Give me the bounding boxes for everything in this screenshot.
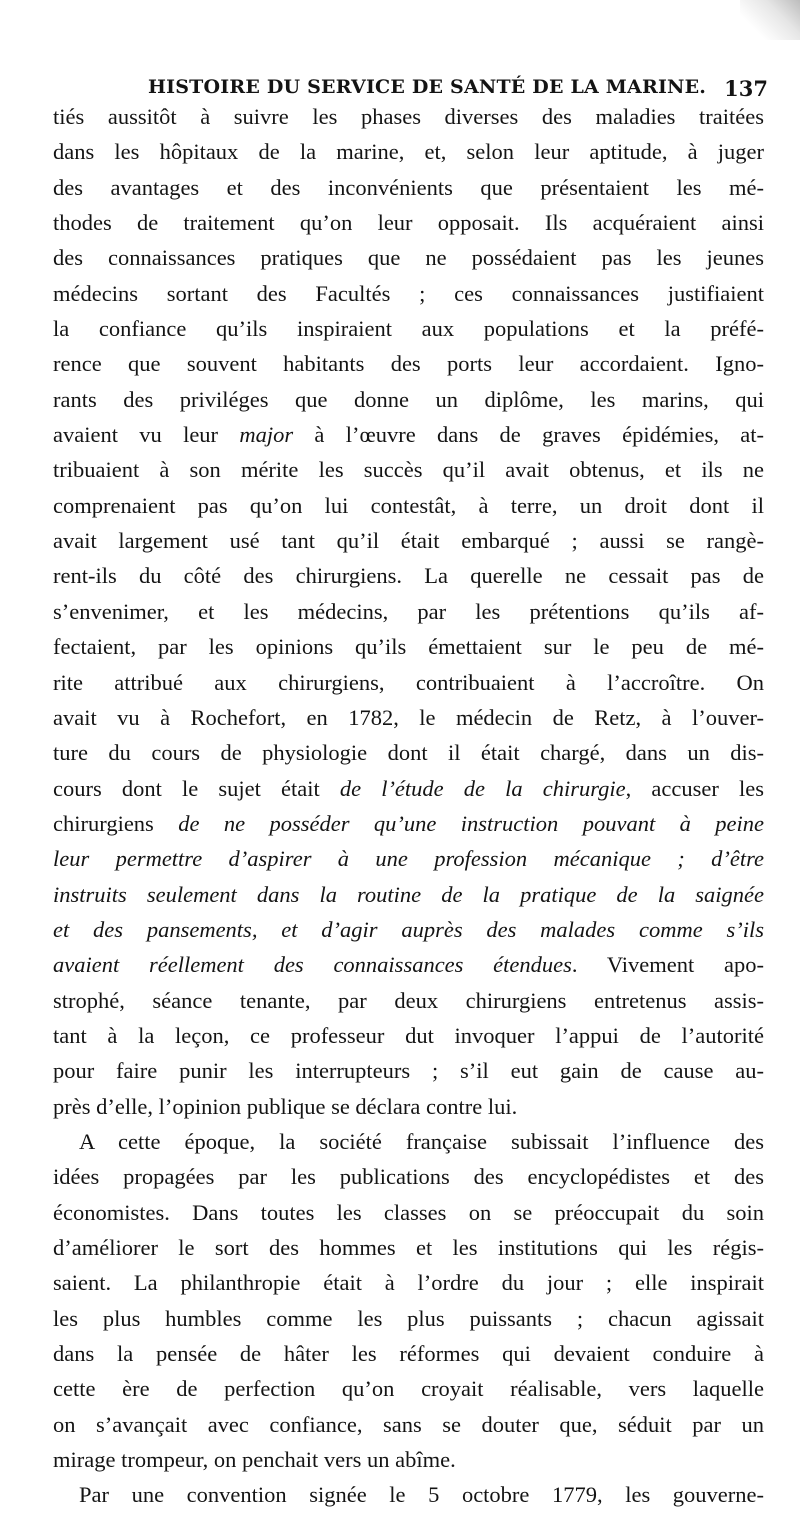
text-run: mirage trompeur, on penchait vers un abîme.	[53, 1447, 456, 1473]
text-line	[53, 134, 764, 169]
text-line	[53, 1407, 764, 1442]
page-corner-shadow	[740, 0, 800, 40]
text-line	[53, 1159, 764, 1194]
text-line	[53, 700, 764, 735]
text-run: la confiance qu’ils inspiraient aux populations et la préfé-	[53, 316, 764, 342]
text-run: Par une convention signée le 5 octobre 1779, les gouverne-	[79, 1482, 764, 1508]
text-line	[53, 1124, 764, 1159]
text-run: des avantages et des inconvénients que présentaient les mé-	[53, 174, 764, 200]
text-line	[53, 1477, 764, 1512]
text-run: rants des priviléges que donne un diplôme, les marins, qui	[53, 386, 764, 412]
text-run: avaient vu leur	[53, 422, 240, 448]
italic-text: avaient réellement des connaissances étendues	[53, 952, 572, 978]
text-run: tiés aussitôt à suivre les phases diverses des maladies traitées	[53, 104, 764, 129]
text-run: avait vu à Rochefort, en 1782, le médecin de Retz, à l’ouver-	[53, 704, 764, 730]
text-run: cours dont le sujet était	[53, 775, 340, 801]
text-run: des connaissances pratiques que ne possédaient pas les jeunes	[53, 245, 764, 271]
text-run: cette ère de perfection qu’on croyait réalisable, vers laquelle	[53, 1376, 764, 1402]
page-number: 137	[724, 76, 768, 101]
text-run: strophé, séance tenante, par deux chirurgiens entretenus assis-	[53, 987, 764, 1013]
text-line	[53, 1195, 764, 1230]
text-line	[53, 806, 764, 841]
text-line	[53, 594, 764, 629]
text-run: saient. La philanthropie était à l’ordre du jour ; elle inspirait	[53, 1270, 764, 1296]
text-line	[53, 417, 764, 452]
text-run: comprenaient pas qu’on lui contestât, à terre, un droit dont il	[53, 492, 764, 518]
text-run: d’améliorer le sort des hommes et les institutions qui les régis-	[53, 1235, 764, 1260]
text-run: . Vivement apo-	[571, 952, 764, 978]
text-line	[53, 205, 764, 240]
text-line	[53, 1442, 764, 1477]
text-run: pour faire punir les interrupteurs ; s’il eut gain de cause au-	[53, 1058, 764, 1084]
text-run: ture du cours de physiologie dont il était chargé, dans un dis-	[53, 740, 764, 766]
text-run: près d’elle, l’opinion publique se déclara contre lui.	[53, 1093, 518, 1119]
text-run: dans les hôpitaux de la marine, et, selon leur aptitude, à juger	[53, 139, 764, 165]
text-run: on s’avançait avec confiance, sans se douter que, séduit par un	[53, 1411, 764, 1437]
text-line	[53, 240, 764, 275]
text-line	[53, 735, 764, 770]
text-line	[53, 558, 764, 593]
italic-text: instruits seulement dans la routine de la pratique de la saignée	[53, 881, 764, 907]
text-line	[53, 99, 764, 134]
text-run: chirurgiens	[53, 810, 179, 836]
text-run: s’envenimer, et les médecins, par les prétentions qu’ils af-	[53, 598, 764, 624]
text-line	[53, 523, 764, 558]
text-run: tribuaient à son mérite les succès qu’il avait obtenus, et ils ne	[53, 457, 764, 483]
italic-text: de l’étude de la chirurgie	[339, 775, 626, 801]
text-line	[53, 346, 764, 381]
text-line	[53, 629, 764, 664]
text-run: rite attribué aux chirurgiens, contribuaient à l’accroître. On	[53, 669, 764, 695]
text-line	[53, 983, 764, 1018]
body-text	[53, 99, 764, 1513]
text-line	[53, 1089, 764, 1124]
text-line	[53, 1371, 764, 1406]
text-line	[53, 1230, 764, 1265]
text-run: fectaient, par les opinions qu’ils émettaient sur le peu de mé-	[53, 634, 764, 660]
text-run: rence que souvent habitants des ports leur accordaient. Igno-	[53, 351, 764, 377]
text-run: tant à la leçon, ce professeur dut invoquer l’appui de l’autorité	[53, 1022, 764, 1048]
text-line	[53, 170, 764, 205]
text-run: les plus humbles comme les plus puissants ; chacun agissait	[53, 1305, 764, 1331]
italic-text: et des pansements, et d’agir auprès des malades comme s’ils	[53, 916, 764, 942]
text-line	[53, 1301, 764, 1336]
italic-text: major	[239, 422, 294, 448]
text-line	[53, 665, 764, 700]
text-run: idées propagées par les publications des encyclopédistes et des	[53, 1164, 764, 1190]
text-line	[53, 1018, 764, 1053]
text-line	[53, 452, 764, 487]
text-line	[53, 877, 764, 912]
text-run: à l’œuvre dans de graves épidémies, at-	[293, 422, 764, 448]
text-line	[53, 276, 764, 311]
text-run: dans la pensée de hâter les réformes qui devaient conduire à	[53, 1341, 764, 1367]
text-run: thodes de traitement qu’on leur opposait. Ils acquéraient ainsi	[53, 210, 764, 236]
text-run: , accuser les	[625, 775, 764, 801]
text-line	[53, 1336, 764, 1371]
text-line	[53, 382, 764, 417]
italic-text: leur permettre d’aspirer à une profession mécanique ; d’être	[53, 846, 764, 872]
text-line	[53, 947, 764, 982]
text-line	[53, 1053, 764, 1088]
text-line	[53, 771, 764, 806]
running-title: HISTOIRE DU SERVICE DE SANTÉ DE LA MARINE.	[148, 76, 707, 98]
text-run: économistes. Dans toutes les classes on se préoccupait du soin	[53, 1199, 764, 1225]
text-line	[53, 488, 764, 523]
text-run: médecins sortant des Facultés ; ces connaissances justifiaient	[53, 280, 764, 306]
text-line	[53, 311, 764, 346]
text-line	[53, 1265, 764, 1300]
text-run: rent-ils du côté des chirurgiens. La querelle ne cessait pas de	[53, 563, 764, 589]
text-line	[53, 912, 764, 947]
text-run: avait largement usé tant qu’il était embarqué ; aussi se rangè-	[53, 528, 764, 554]
text-run: A cette époque, la société française subissait l’influence des	[79, 1128, 764, 1154]
italic-text: de ne posséder qu’une instruction pouvant à peine	[178, 810, 764, 836]
text-line	[53, 841, 764, 876]
